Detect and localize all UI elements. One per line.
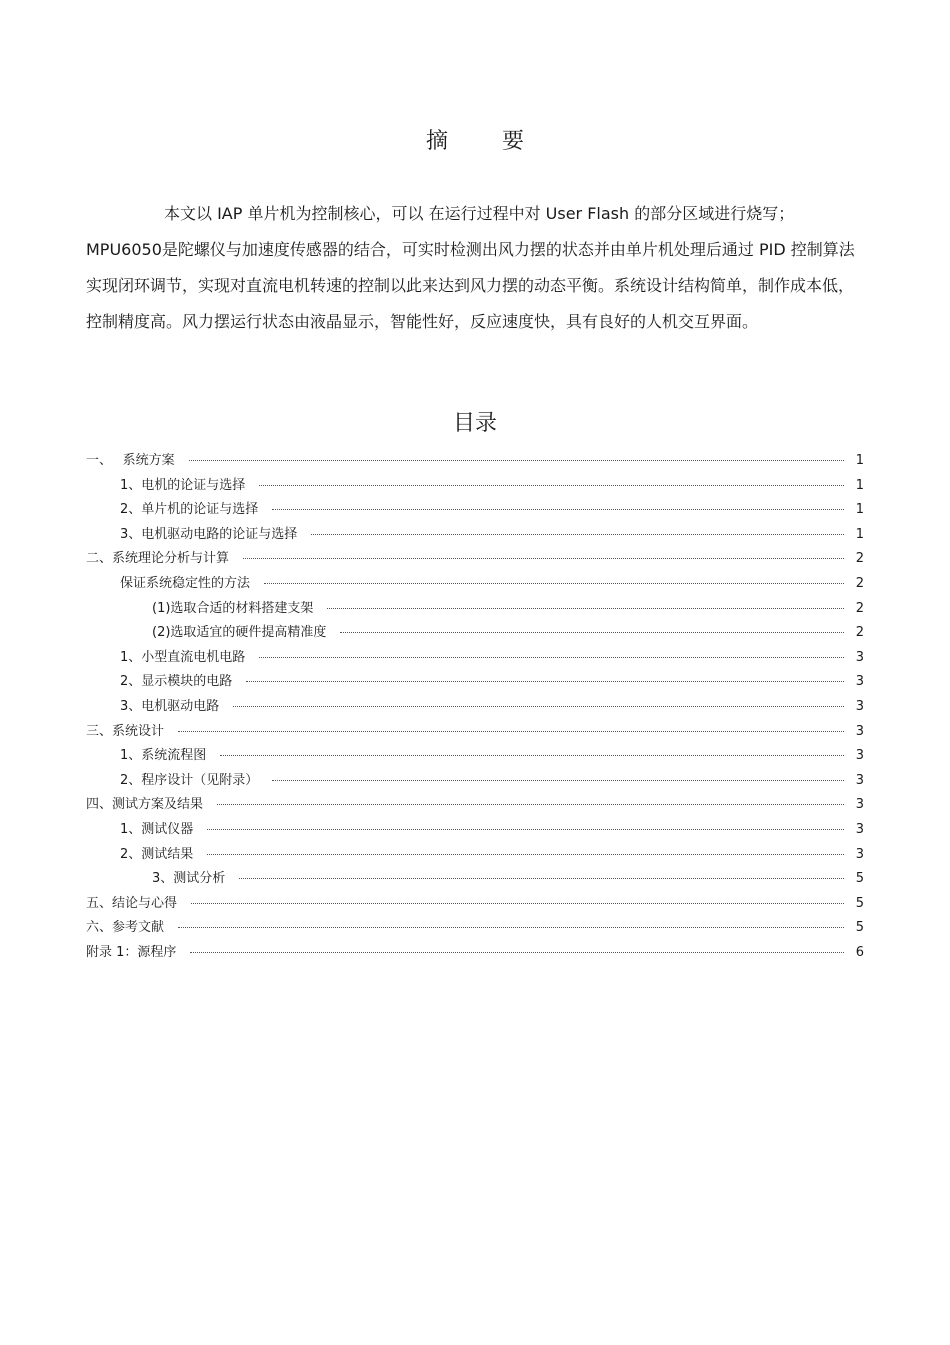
toc-page-number: 5 — [855, 895, 864, 911]
toc-entry[interactable] — [86, 818, 864, 843]
toc-page-number: 3 — [855, 698, 864, 714]
toc-entry[interactable] — [86, 523, 864, 548]
toc-dot-leader — [233, 706, 844, 707]
toc-page-number: 3 — [855, 723, 864, 739]
abstract-title: 摘要 — [425, 129, 578, 154]
toc-entry-label: 附录 1：源程序 — [86, 944, 177, 960]
toc-entry[interactable] — [86, 744, 864, 769]
toc-entry-label: (1)选取合适的材料搭建支架 — [152, 600, 314, 616]
toc-entry[interactable] — [86, 867, 864, 892]
toc-page-number: 3 — [855, 797, 864, 813]
toc-dot-leader — [272, 780, 844, 781]
toc-page-number: 6 — [855, 944, 864, 960]
toc-page-number: 1 — [855, 453, 864, 468]
toc-page-number: 3 — [855, 772, 864, 788]
toc-entry[interactable] — [86, 547, 864, 572]
toc-entry[interactable] — [86, 621, 864, 646]
toc-entry-label: 1、电机的论证与选择 — [120, 477, 246, 493]
toc-dot-leader — [189, 460, 844, 461]
toc-entry[interactable] — [86, 843, 864, 868]
toc-dot-leader — [191, 903, 844, 904]
toc-entry-label: 一、 系统方案 — [86, 453, 175, 468]
toc-page-number: 5 — [855, 871, 864, 887]
toc-page-number: 5 — [855, 920, 864, 936]
toc-entry[interactable] — [86, 498, 864, 523]
toc-entry-label: 2、单片机的论证与选择 — [120, 502, 259, 518]
toc-entry[interactable] — [86, 892, 864, 917]
toc-entry-label: 2、显示模块的电路 — [120, 674, 233, 690]
toc-page-number: 2 — [855, 600, 864, 616]
toc-entry-label: 2、测试结果 — [120, 846, 194, 862]
toc-page-number: 1 — [855, 477, 864, 493]
toc-title: 目录 — [452, 411, 497, 436]
toc-entry[interactable] — [86, 474, 864, 499]
toc-dot-leader — [178, 927, 844, 928]
toc-dot-leader — [264, 583, 844, 584]
toc-entry-label: 1、系统流程图 — [120, 748, 207, 764]
toc-dot-leader — [272, 509, 844, 510]
toc-dot-leader — [243, 558, 844, 559]
toc-page-number: 1 — [855, 502, 864, 518]
toc-page-number: 3 — [855, 748, 864, 764]
toc-entry-label: 1、测试仪器 — [120, 821, 194, 837]
toc-page-number: 2 — [855, 625, 864, 641]
toc-entry-label: 三、系统设计 — [86, 723, 165, 739]
toc-entry-label: 保证系统稳定性的方法 — [120, 575, 251, 591]
toc-entry-label: 3、电机驱动电路 — [120, 698, 220, 714]
abstract-paragraph: 本文以 IAP 单片机为控制核心，可以 在运行过程中对 User Flash 的部分区域进行烧写；MPU6050是陀螺仪与加速度传感器的结合，可实时检测出风力摆的状态并由单片机处理后通过 PID 控制算法实现闭环调节，实现对直流电机转速的控制以此来达到风力摆的动态平衡。系统设计结构简单，制作成本低，控制精度高。风力摆运行状态由液晶显示，智能性好，反应速度快，具有良好的人机交互界面。 — [86, 204, 855, 331]
toc-page-number: 2 — [855, 551, 864, 567]
toc-entry-label: 四、测试方案及结果 — [86, 797, 204, 813]
toc-entry[interactable] — [86, 941, 864, 966]
toc-entry-label: 2、程序设计（见附录） — [120, 772, 259, 788]
toc-dot-leader — [207, 829, 844, 830]
toc-entry[interactable] — [86, 597, 864, 622]
toc-dot-leader — [220, 755, 844, 756]
toc-entry-label: 1、小型直流电机电路 — [120, 649, 246, 665]
toc-dot-leader — [259, 657, 844, 658]
toc-dot-leader — [217, 804, 844, 805]
toc-dot-leader — [178, 731, 844, 732]
toc-entry[interactable] — [86, 793, 864, 818]
toc-dot-leader — [246, 681, 844, 682]
toc-entry-label: (2)选取适宜的硬件提高精准度 — [152, 625, 327, 641]
toc-page-number: 3 — [855, 846, 864, 862]
toc-entry[interactable] — [86, 572, 864, 597]
abstract-body — [86, 196, 856, 340]
toc-entry[interactable] — [86, 720, 864, 745]
toc-entry[interactable] — [86, 670, 864, 695]
toc-entry-label: 六、参考文献 — [86, 920, 165, 936]
toc-dot-leader — [327, 608, 844, 609]
toc-dot-leader — [239, 878, 844, 879]
toc-entry[interactable] — [86, 769, 864, 794]
toc-dot-leader — [311, 534, 844, 535]
toc-page-number: 1 — [855, 526, 864, 542]
table-of-contents — [86, 449, 864, 965]
toc-page-number: 3 — [855, 649, 864, 665]
toc-dot-leader — [259, 485, 844, 486]
toc-dot-leader — [207, 854, 844, 855]
toc-entry-label: 3、电机驱动电路的论证与选择 — [120, 526, 298, 542]
toc-page-number: 3 — [855, 674, 864, 690]
toc-entry[interactable] — [86, 449, 864, 474]
toc-entry-label: 二、系统理论分析与计算 — [86, 551, 230, 567]
toc-page-number: 2 — [855, 575, 864, 591]
toc-entry[interactable] — [86, 916, 864, 941]
toc-entry-label: 五、结论与心得 — [86, 895, 178, 911]
toc-dot-leader — [190, 952, 844, 953]
toc-entry[interactable] — [86, 695, 864, 720]
toc-dot-leader — [340, 632, 844, 633]
toc-entry-label: 3、测试分析 — [152, 871, 226, 887]
toc-page-number: 3 — [855, 821, 864, 837]
toc-entry[interactable] — [86, 646, 864, 671]
